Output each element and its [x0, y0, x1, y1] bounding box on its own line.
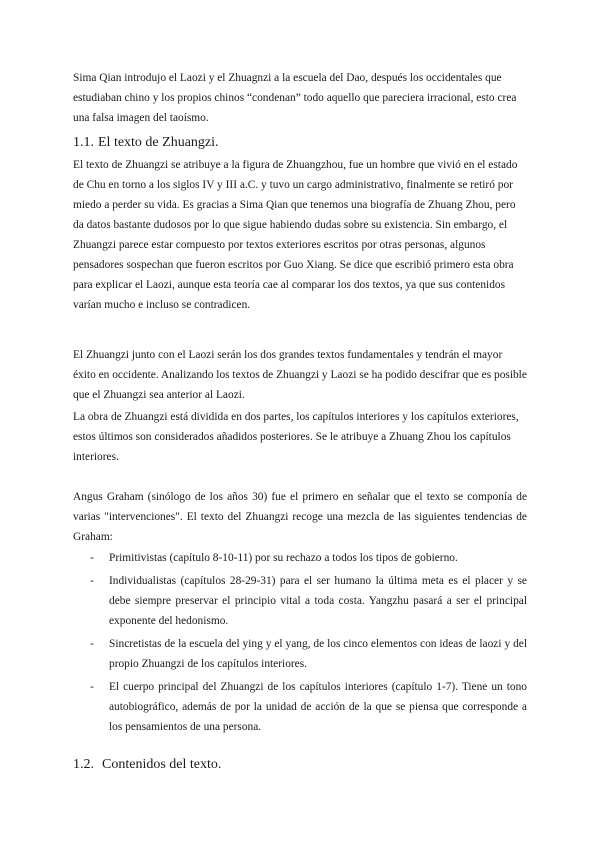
list-dash: -: [90, 552, 94, 564]
section-heading-1-2: [73, 756, 221, 774]
paragraph-zhuangzi-text: El texto de Zhuangzi se atribuye a la figura de Zhuangzhou, fue un hombre que vivió en el estado de Chu en torno a los siglos IV y III a.C. y tuvo un cargo administrativo, finalmente se retiró por miedo a perder su vida. Es gracias a Sima Qian que tenemos una biografía de Zhuang Zhou, pero da datos bastante dudosos por lo que sigue habiendo dudas sobre su existencia. Sin embargo, el Zhuangzi parece estar compuesto por textos exteriores escritos por otras personas, algunos pensadores sospechan que fueron escritos por Guo Xiang. Se dice que escribió primero esta obra para explicar el Laozi, aunque esta teoría cae al comparar los dos textos, ya que sus contenidos varían mucho e incluso se contradicen.: [73, 159, 518, 311]
intro-paragraph: Sima Qian introdujo el Laozi y el Zhuagnzi a la escuela del Dao, después los occidentales que estudiaban chino y los propios chinos “condenan” todo aquello que pareciera irracional, esto crea una falsa imagen del taoísmo.: [73, 72, 517, 124]
section-title: El texto de Zhuangzi.: [98, 135, 219, 150]
section-heading-1-1: [73, 134, 219, 152]
list-item: [73, 677, 527, 737]
section-number: 1.1.: [73, 135, 94, 150]
list-dash: -: [90, 638, 94, 650]
list-item-text: Individualistas (capítulos 28-29-31) para el ser humano la última meta es el placer y se debe siempre preservar el principio vital a toda costa. Yangzhu pasará a ser el principal exponente del hedonismo.: [109, 575, 527, 627]
section-title: Contenidos del texto.: [102, 757, 222, 772]
paragraph-zhuangzi-laozi: El Zhuangzi junto con el Laozi serán los dos grandes textos fundamentales y tendrán el mayor éxito en occidente. Analizando los textos de Zhuangzi y Laozi se ha podido descifrar que es posible que el Zhuangzi sea anterior al Laozi.: [73, 349, 527, 401]
tendencies-list: [73, 548, 527, 740]
list-item-text: Primitivistas (capítulo 8-10-11) por su rechazo a todos los tipos de gobierno.: [109, 552, 458, 564]
list-item: [73, 634, 527, 674]
list-item-text: El cuerpo principal del Zhuangzi de los capítulos interiores (capítulo 1-7). Tiene un tono autobiográfico, además de por la unidad de acción de la que se piensa que corresponde a los pensamientos de una persona.: [109, 681, 527, 733]
section-number: 1.2.: [73, 757, 94, 772]
list-dash: -: [90, 575, 94, 587]
list-item: [73, 548, 527, 568]
paragraph-work-division: La obra de Zhuangzi está dividida en dos partes, los capítulos interiores y los capítulos exteriores, estos últimos son considerados añadidos posteriores. Se le atribuye a Zhuang Zhou los capítulos interiores.: [73, 411, 519, 463]
paragraph-angus-graham: Angus Graham (sinólogo de los años 30) fue el primero en señalar que el texto se componía de varias "intervenciones". El texto del Zhuangzi recoge una mezcla de las siguientes tendencias de Graham:: [73, 491, 527, 543]
list-item: [73, 571, 527, 631]
list-item-text: Sincretistas de la escuela del ying y el yang, de los cinco elementos con ideas de laozi y del propio Zhuangzi de los capítulos interiores.: [109, 638, 527, 670]
list-dash: -: [90, 681, 94, 693]
